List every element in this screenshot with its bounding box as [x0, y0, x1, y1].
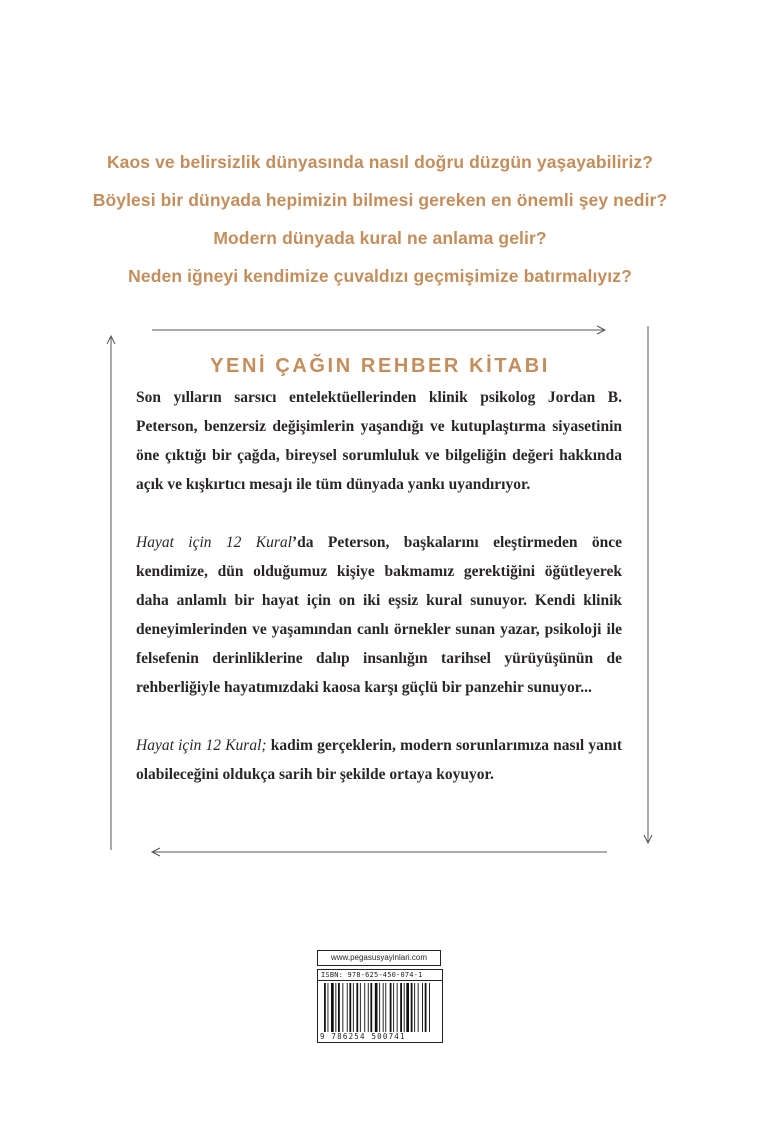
question-line: Neden iğneyi kendimize çuvaldızı geçmişimize batırmalıyız? [128, 266, 632, 286]
isbn-label: ISBN: 978-625-450-074-1 [318, 970, 442, 981]
paragraph-2 [136, 528, 622, 702]
book-title: Hayat için 12 Kural [136, 534, 292, 551]
blurb-text [136, 383, 622, 789]
paragraph-1: Son yılların sarsıcı entelektüellerinden klinik psikolog Jordan B. Peterson, benzersiz değişimlerin yaşandığı ve kutuplaştırma siyasetinin öne çıktığı bir çağda, bireysel sorumluluk ve bilgeliğin değeri hakkında açık ve kışkırtıcı mesajı ile tüm dünyada yankı uyandırıyor. [136, 389, 622, 493]
barcode-icon [322, 983, 438, 1033]
question-line: Modern dünyada kural ne anlama gelir? [213, 228, 547, 248]
isbn-box [317, 969, 443, 1043]
paragraph-2-text: ’da Peterson, başkalarını eleştirmeden önce kendimize, dün olduğumuz kişiye bakmamız gerektiğini öğütleyerek daha anlamlı bir hayat için on iki eşsiz kural sunuyor. Kendi klinik deneyimlerinden ve yaşamından canlı örnekler sunan yazar, psikoloji ile felsefenin derinliklerine dalıp insanlığın tarihsel yürüyüşünün de rehberliğiyle hayatımızdaki kaosa karşı güçlü bir panzehir sunuyor... [136, 534, 622, 696]
publisher-url: www.pegasusyayinlari.com [317, 950, 441, 966]
question-line: Kaos ve belirsizlik dünyasında nasıl doğru düzgün yaşayabiliriz? [106, 152, 654, 172]
section-heading: YENİ ÇAĞIN REHBER KİTABI [210, 355, 550, 377]
paragraph-3-text: kadim gerçeklerin, modern sorunlarımıza nasıl yanıt olabileceğini oldukça sarih bir şekilde ortaya koyuyor. [136, 737, 622, 783]
question-line: Böylesi bir dünyada hepimizin bilmesi gereken en önemli şey nedir? [92, 190, 668, 210]
paragraph-3 [136, 731, 622, 789]
barcode-digits: 9 786254 500741 [320, 1032, 440, 1041]
barcode-block [313, 950, 445, 1046]
book-title: Hayat için 12 Kural; [136, 737, 267, 754]
